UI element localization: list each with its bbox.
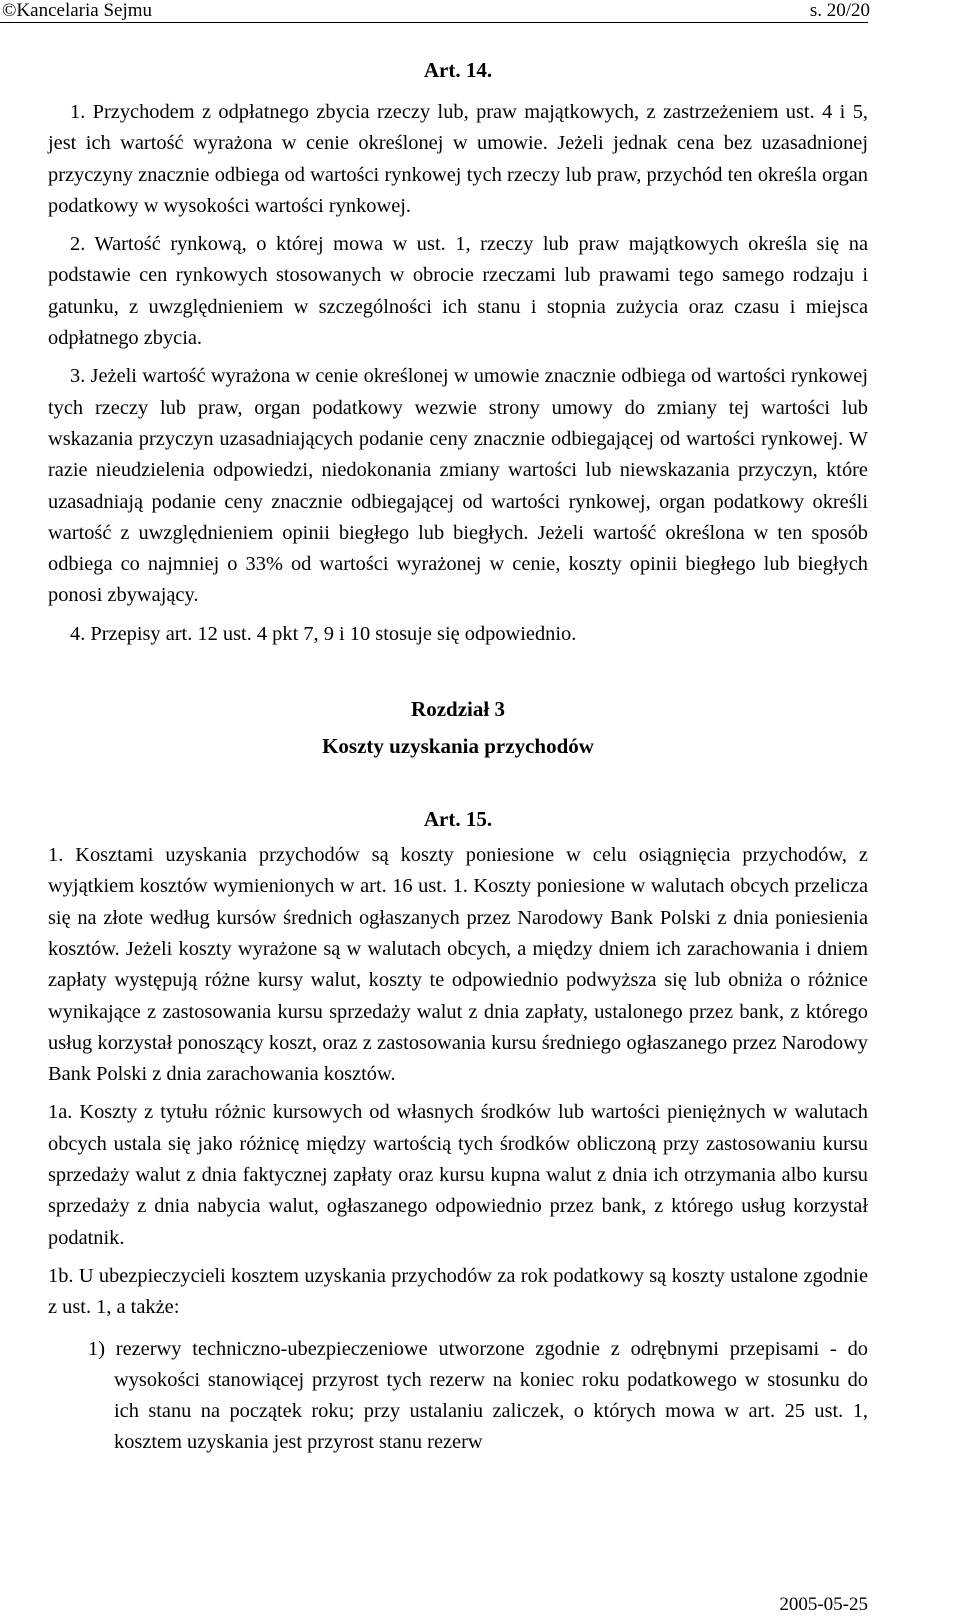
art14-paragraph-2: 2. Wartość rynkową, o której mowa w ust. 1, rzeczy lub praw majątkowych określa się na podstawie cen rynkowych stosowanych w obrocie rzeczami lub prawami tego samego rodzaju i gatunku, z uwzględnieniem w szczególności ich stanu i stopnia zużycia oraz czasu i miejsca odpłatnego zbycia. [48,233,868,350]
art14-title: Art. 14. [423,58,493,82]
art15-paragraph-1 [48,840,868,1090]
art14-paragraph-1: 1. Przychodem z odpłatnego zbycia rzeczy lub, praw majątkowych, z zastrzeżeniem ust. 4 i 5, jest ich wartość wyrażona w cenie określonej w umowie. Jeżeli jednak cena bez uzasadnionej przyczyny znacznie odbiega od wartości rynkowej tych rzeczy lub praw, przychód ten określa organ podatkowy w wysokości wartości rynkowej. [48,101,868,217]
paragraph-text: Kosztami uzyskania przychodów są koszty poniesione w celu osiągnięcia przychodów, z wyjątkiem kosztów wymienionych w art. 16 ust. 1. Koszty poniesione w walutach obcych przelicza się na złote według kursów średnich ogłaszanych przez Narodowy Bank Polski z dnia poniesienia kosztów. Jeżeli koszty wyrażone są w walutach obcych, a między dniem ich zarachowania i dniem zapłaty występują różne kursy walut, koszty te odpowiednio podwyższa się lub obniża o różnice wynikające z zastosowania kursu sprzedaży walut z dnia zapłaty, ustalonego przez bank, z którego usług korzystał ponoszący koszt, oraz z zastosowania kursu średniego ogłaszanego przez Narodowy Bank Polski z dnia zarachowania kosztów. [48,844,868,1086]
paragraph-text: Koszty z tytułu różnic kursowych od własnych środków lub wartości pieniężnych w walutach obcych ustala się jako różnicę między wartością tych środków obliczoną przy zastosowaniu kursu sprzedaży walut z dnia faktycznej zapłaty oraz kursu kupna walut z dnia ich otrzymania albo kursu sprzedaży z dnia nabycia walut, ogłaszanego odpowiednio przez bank, z którego usług korzystał podatnik. [48,1101,868,1249]
art15-paragraph-1b [48,1261,868,1324]
art14-paragraph-3: 3. Jeżeli wartość wyrażona w cenie określonej w umowie znacznie odbiega od wartości rynkowej tych rzeczy lub praw, organ podatkowy wezwie strony umowy do zmiany tej wartości lub wskazania przyczyn uzasadniających podanie ceny znacznie odbiegającej od wartości rynkowej. W razie nieudzielenia odpowiedzi, niedokonania zmiany wartości lub niewskazania przyczyn, które uzasadniają podanie ceny znacznie odbiegającej od wartości rynkowej, organ podatkowy określi wartość z uwzględnieniem opinii biegłego lub biegłych. Jeżeli wartość określona w ten sposób odbiega co najmniej o 33% od wartości wyrażonej w cenie, koszty opinii biegłego lub biegłych ponosi zbywający. [48,365,868,607]
header-page-number: s. 20/20 [809,0,870,21]
footer-date: 2005-05-25 [779,1594,868,1615]
paragraph-number: 1. [48,844,64,867]
document-body [48,58,868,1459]
paragraph-number: 1a. [48,1101,73,1124]
paragraph-number: 1b. [48,1264,74,1287]
header-divider [0,22,868,23]
art15-paragraph-1a [48,1097,868,1253]
art14-paragraph-4: 4. Przepisy art. 12 ust. 4 pkt 7, 9 i 10 stosuje się odpowiednio. [70,622,577,645]
art15-point-1: 1) rezerwy techniczno-ubezpieczeniowe utworzone zgodnie z odrębnymi przepisami - do wysokości stanowiącej przyrost tych rezerw na koniec roku podatkowego w stosunku do ich stanu na początek roku; przy ustalaniu zaliczek, o których mowa w art. 25 ust. 1, kosztem uzyskania jest przyrost stanu rezerw [88,1337,868,1454]
chapter-title: Koszty uzyskania przychodów [322,734,594,759]
art15-title: Art. 15. [423,807,493,832]
chapter-number: Rozdział 3 [411,697,505,722]
page-header [0,0,960,22]
paragraph-text: U ubezpieczycieli kosztem uzyskania przychodów za rok podatkowy są koszty ustalone zgodnie z ust. 1, a także: [48,1264,868,1319]
header-publisher: ©Kancelaria Sejmu [2,0,153,21]
